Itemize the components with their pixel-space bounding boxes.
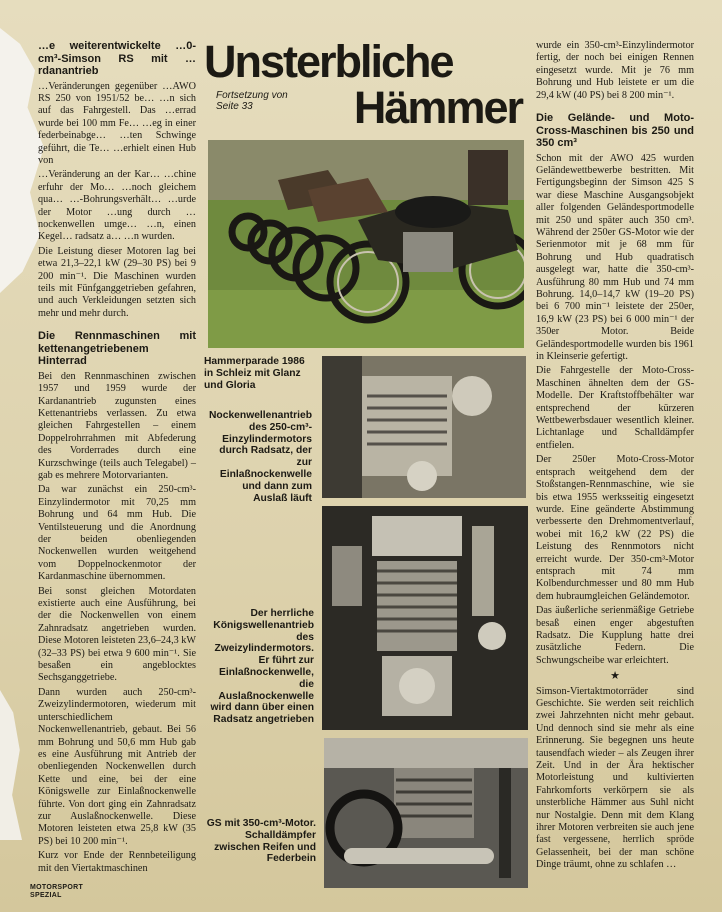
engine-illustration-2: [322, 506, 528, 730]
torn-edge: [0, 690, 22, 840]
caption-parade: Hammerparade 1986 in Schleiz mit Glanz und Gloria: [204, 356, 305, 391]
right-paragraph: wurde ein 350-cm³-Einzylindermotor fertig, der noch bei einigen Rennen eingesetzt wurde. Mit je 76 mm Bohrung und Hub leistete er um die 29,4 kW (40 PS) bei 8 200 min⁻¹.: [536, 40, 694, 101]
gs-illustration: [324, 738, 528, 888]
left-paragraph: …Veränderungen gegenüber …AWO RS 250 von 1951/52 be… …n sich auf das Fahrgestell. Das …errad wurde bei 100 mm Fe… …eg in einer federbeinabge… …ten Schwinge geführt, die Te… …erhielt einen Hub von: [38, 80, 196, 166]
caption-kingshaft: Der herrliche Königswellenantrieb des Zweizylindermotors. Er führt zur Einlaßnockenwelle, die Auslaßnockenwelle wird dann über einen Radsatz angetrieben: [210, 608, 314, 726]
left-paragraph: …Veränderung an der Kar… …chine erfuhr der Mo… …noch gleichem qua… …-Bohrungsverhält… …urde der Motor …ung durch …nockenwellen umge… …n, einen Kegel… radsatz a… …n wurden.: [38, 169, 196, 243]
continuation-line-2: Seite 33: [216, 101, 253, 112]
left-paragraph: Bei den Rennmaschinen zwischen 1957 und 1959 wurde der Kardanantrieb zugunsten eines Kettenantriebs verlassen. Zu etwa gleichen Fahrgestellen – einem Doppelrohrrahmen mit Abfederung des Vorderrades durch eine Kurzschwinge (teils auch Telegabel) – gab es mehrere Motorvarianten.: [38, 370, 196, 481]
right-paragraph: Das äußerliche serienmäßige Getriebe besaß einen enger abgestuften Radsatz. Die Kupplung hatte drei zusätzliche Federn. Die Schwungscheibe war erleichtert.: [536, 605, 694, 666]
left-paragraph: Kurz vor Ende der Rennbeteiligung mit den Viertaktmaschinen: [38, 850, 196, 874]
caption-gs: GS mit 350-cm³-Motor. Schalldämpfer zwischen Reifen und Federbein: [206, 818, 316, 865]
title-line-2: Hämmer: [353, 82, 522, 133]
photo-gs-motorcycle: [324, 738, 528, 888]
right-paragraph: Schon mit der AWO 425 wurden Geländewettbewerbe bestritten. Mit Fertigungsbeginn der Simson 425 S war diese Maschine Ausgangsobjekt aller folgenden Geländesportmodelle mit 250 und später auch 350 cm³. Während der 250er GS-Motor wie der Serienmotor mit je 68 mm für Bohrung und Hub quadratisch ausgelegt war, hatte die 350-cm³-Ausführung 80 mm Hub und 74 mm Bohrung. 14,0–14,7 kW (19–20 PS) bei 6 700 min⁻¹ leistete der 250er, 16,9 kW (23 PS) bei 6 000 min⁻¹ der 350er Motor. Beide Geländesportmodelle wurden bis 1961 in Kleinserie gefertigt.: [536, 152, 694, 363]
left-paragraph: Dann wurden auch 250-cm³-Zweizylindermotoren, wiederum mit unterschiedlichem Nockenwellenantrieb, gebaut. Bei 56 mm Bohrung und 50,6 mm Hub gab es eine Ausführung mit Antrieb der obenliegenden Nockenwellen durch Kette und eine, bei der eine Königswelle zur Einlaßnockenwelle führte. Von dort ging ein Zahnradsatz zur Auslaßnockenwelle. Diese Motoren leisteten etwa 25,8 kW (35 PS) bei 10 200 min⁻¹.: [38, 686, 196, 847]
article-title: [204, 38, 524, 136]
photo-twin-cylinder-engine: [322, 506, 528, 730]
caption-camshaft: Nockenwellenantrieb des 250-cm³-Einzylindermotors durch Radsatz, der zur Einlaßnockenwelle und dann zum Auslaß läuft: [209, 410, 312, 504]
left-column: [38, 40, 196, 877]
left-heading-1: …e weiterentwickelte …0-cm³-Simson RS mit …rdanantrieb: [38, 40, 196, 77]
right-paragraph: Die Fahrgestelle der Moto-Cross-Maschinen ähnelten dem der GS-Modelle. Der Kraftstoffbehälter war entsprechend der kürzeren Wettbewerbsdauer wesentlich kleiner. Lichtanlage und Schalldämpfer entfielen.: [536, 365, 694, 451]
logo-line-1: MOTORSPORT: [30, 884, 84, 891]
left-paragraph: Da war zunächst ein 250-cm³-Einzylindermotor mit 70,25 mm Bohrung und 64 mm Hub. Die Ventilsteuerung und die Anordnung der beiden obenliegenden Nockenwellen wurden weitgehend vom Doppelnockenmotor der Kardanmaschine übernommen.: [38, 484, 196, 583]
parade-illustration: [208, 140, 524, 348]
magazine-logo: [30, 884, 83, 900]
right-closing-paragraph: Simson-Viertaktmotorräder sind Geschichte. Sie werden seit reichlich zwei Jahrzehnten nicht mehr gebaut. Und dennoch sind sie mehr als eine Erinnerung. Sie begegnen uns heute tausendfach wieder – als Zeugen ihrer Zeit. Und in der Ära hektischer Motorleistung und kultivierten Fahrkomforts verkörpern sie als unsterbliche Hämmer aus Suhl nicht nur Nostalgie. Denn mit dem Klang ihrer Motoren verbreiten sie auch jene fast vergessene, herrlich spröde Gelassenheit, bei der man schöne Dinge träumt, ohne zu schlafen …: [536, 685, 694, 871]
continuation-line-1: Fortsetzung von: [216, 90, 288, 101]
left-paragraph: Bei sonst gleichen Motordaten existierte auch eine Ausführung, bei der die Nockenwellen von einem Zahnradsatz angetrieben wurden. Diese Motoren leisteten 23,6–24,3 kW (32–33 PS) bei etwa 9 600 min⁻¹. Sie besaßen ein angeblocktes Sechsganggetriebe.: [38, 585, 196, 684]
right-column: [536, 40, 694, 874]
title-line-1: Unsterbliche: [204, 36, 453, 87]
photo-motorcycle-parade: [208, 140, 524, 348]
engine-illustration-1: [322, 356, 526, 498]
photo-camshaft-drive: [322, 356, 526, 498]
right-heading: Die Gelände- und Moto-Cross-Maschinen bis 250 und 350 cm³: [536, 112, 694, 150]
continuation-note: [216, 90, 288, 112]
section-star: ★: [610, 670, 620, 683]
left-paragraph: Die Leistung dieser Motoren lag bei etwa 21,3–22,1 kW (29–30 PS) bei 9 200 min⁻¹. Die Maschinen wurden teils mit Fünfganggetrieben gefahren, und auch Verkleidungen setzten sich mehr und mehr durch.: [38, 245, 196, 319]
left-heading-2: Die Rennmaschinen mit kettenangetriebenem Hinterrad: [38, 330, 196, 368]
logo-line-2: SPEZIAL: [30, 892, 62, 899]
right-paragraph: Der 250er Moto-Cross-Motor entsprach weitgehend dem der Stoßstangen-Rennmaschine, wie sie bis etwa 1955 werksseitig eingesetzt wurde. Eine geänderte Abstimmung verbesserte den Drehmomentverlauf, wobei mit 16,2 kW (22 PS) die Leistung des Rennmotors nicht erreicht wurde. Der 350-cm³-Motor entsprach mit 74 mm Kolbendurchmesser und 80 mm Hub dem hubraumgleichen Geländemotor.: [536, 454, 694, 602]
